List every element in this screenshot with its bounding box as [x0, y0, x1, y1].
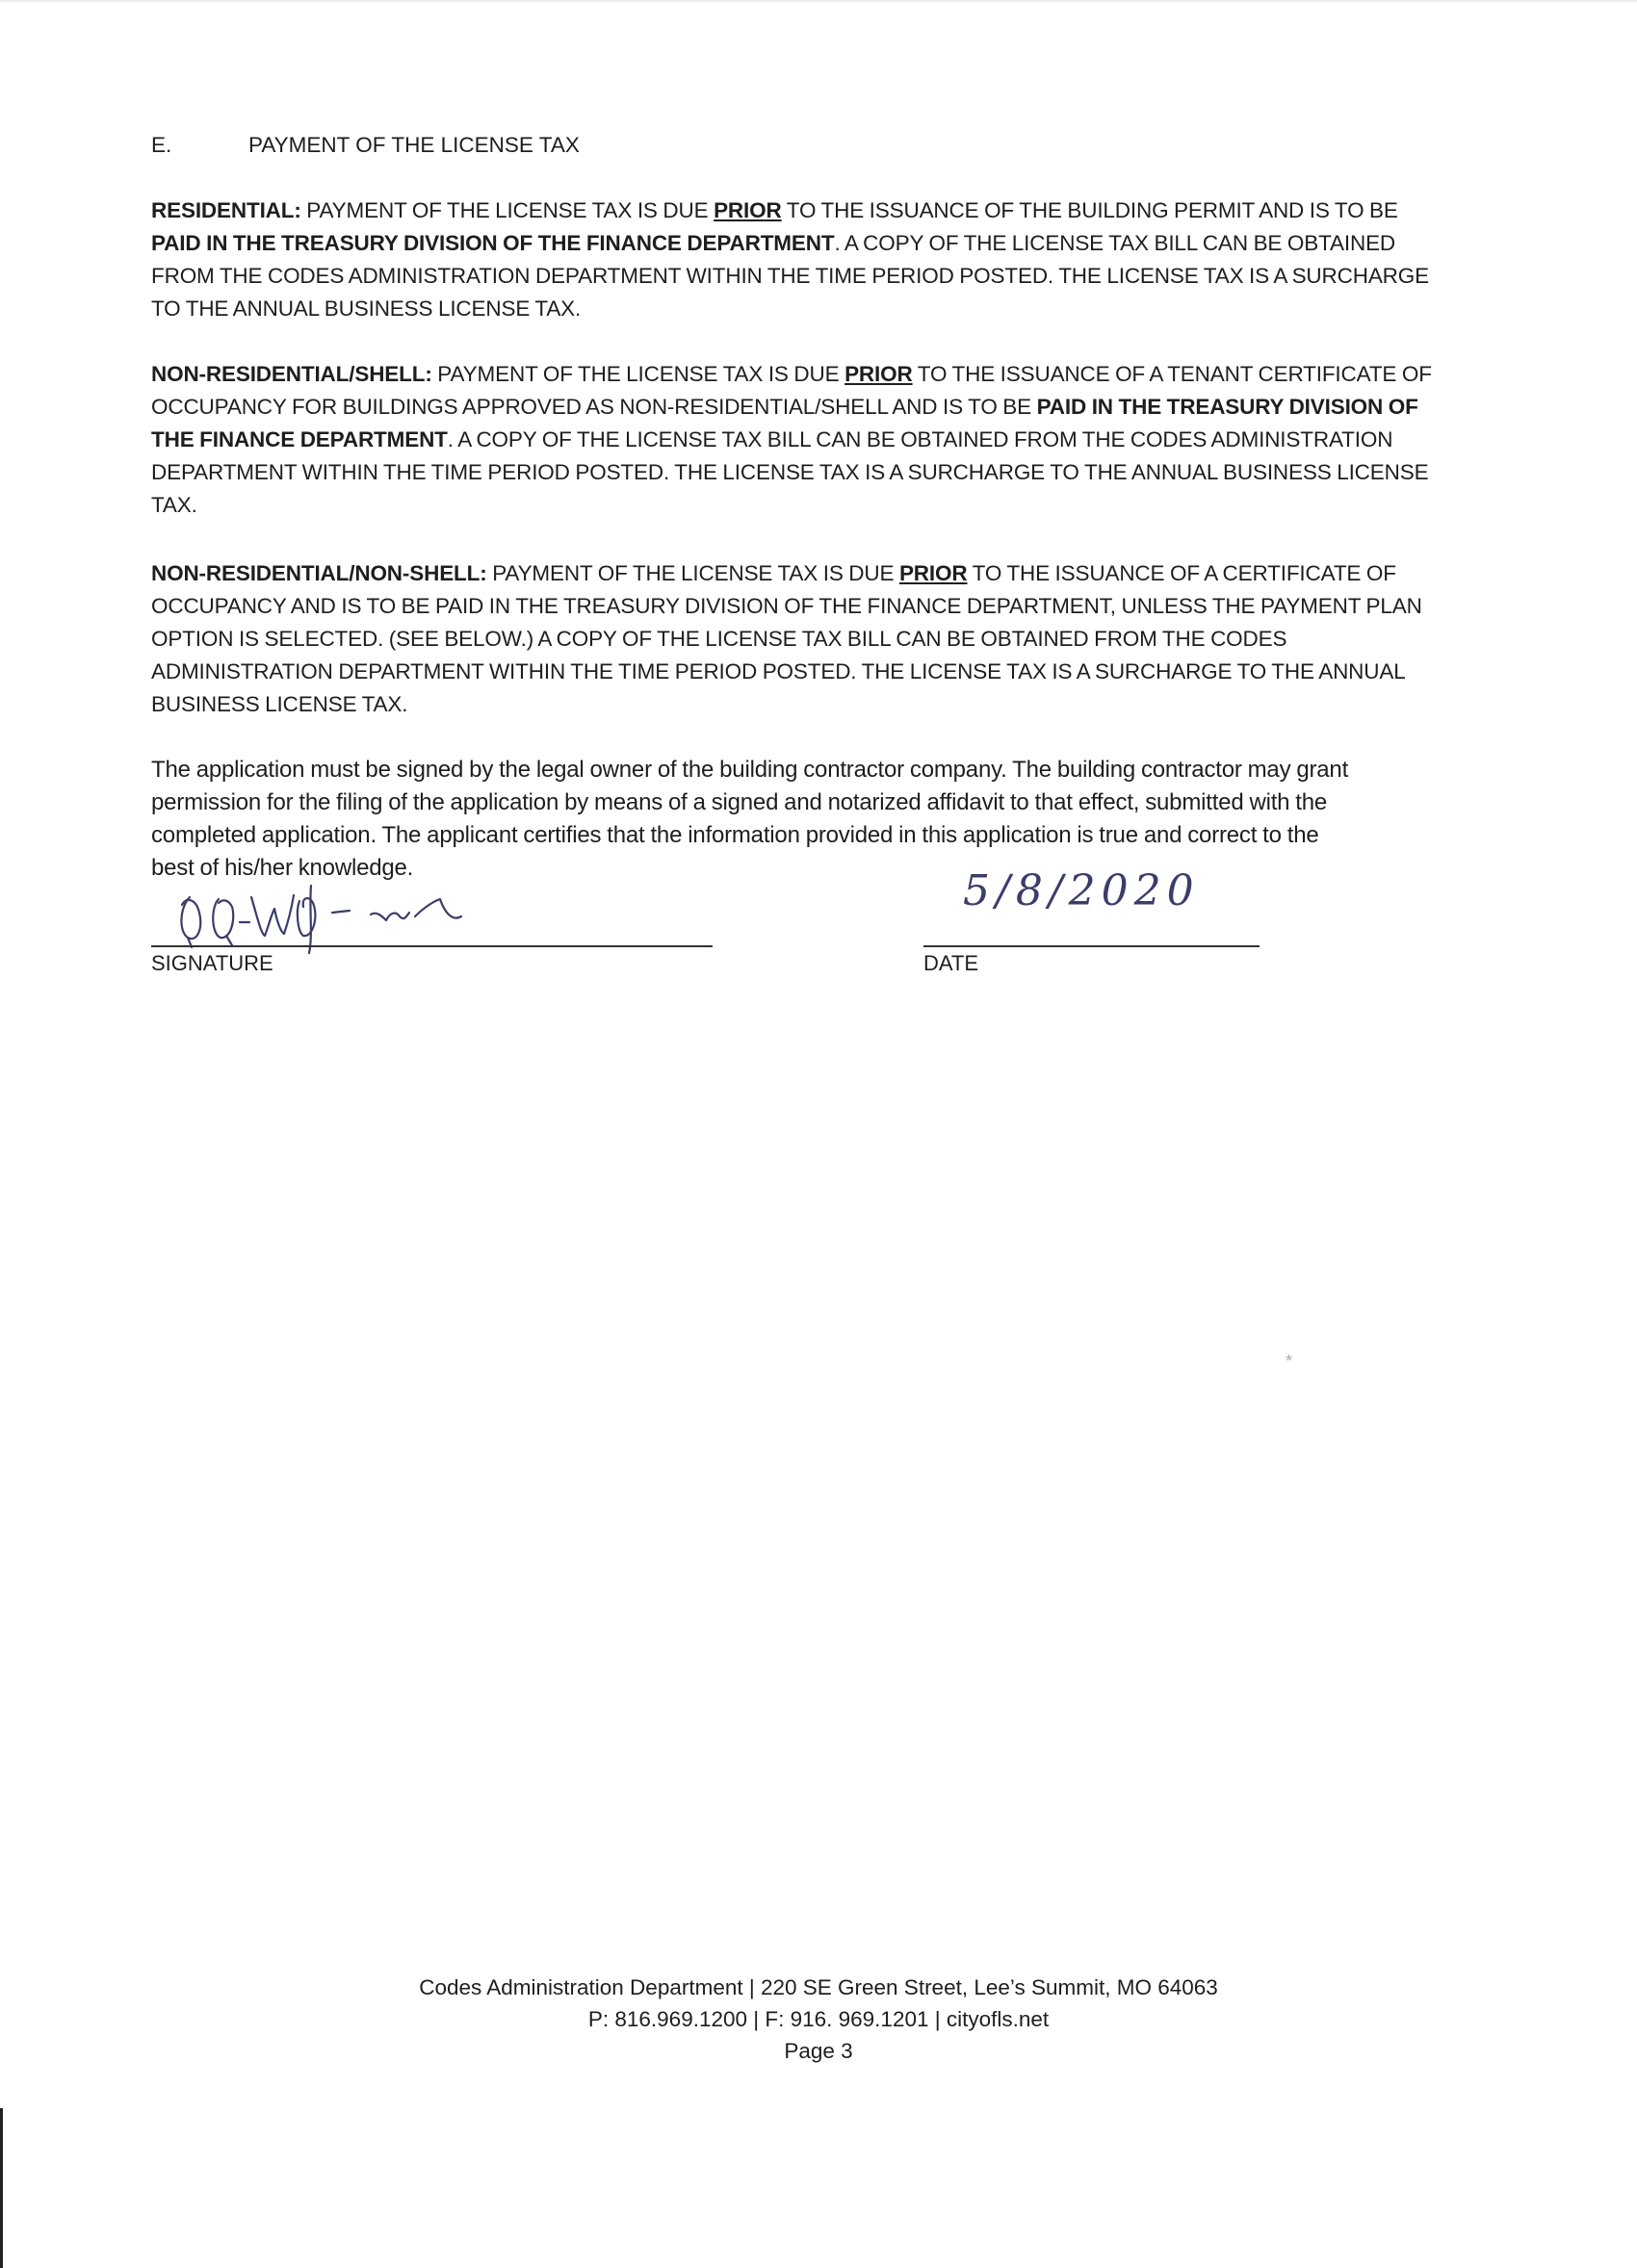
prior-emphasis: PRIOR — [844, 362, 913, 386]
prior-emphasis: PRIOR — [714, 198, 782, 222]
section-heading — [151, 129, 580, 162]
signature-label: SIGNATURE — [151, 951, 273, 975]
footer-page-number: Page 3 — [784, 2039, 853, 2063]
paragraph-line: best of his/her knowledge. — [151, 855, 414, 881]
text-run: PAYMENT OF THE LICENSE TAX IS DUE — [486, 561, 899, 585]
paragraph-line — [151, 194, 1499, 227]
scan-left-edge-mark — [0, 2108, 3, 2268]
paragraph-line: FROM THE CODES ADMINISTRATION DEPARTMENT WITHIN THE TIME PERIOD POSTED. THE LICENSE TAX IS A SURCHARGE — [151, 264, 1429, 288]
paragraph-line — [151, 424, 1499, 456]
text-run: TO THE ISSUANCE OF A CERTIFICATE OF — [967, 561, 1396, 585]
non-residential-shell-heading: NON-RESIDENTIAL/SHELL: — [151, 362, 432, 386]
non-residential-non-shell-paragraph — [151, 557, 1499, 721]
bold-run: PAID IN THE TREASURY DIVISION OF — [1036, 395, 1418, 419]
paragraph-line: TAX. — [151, 493, 197, 517]
paragraph-line — [151, 358, 1499, 391]
paragraph-line — [151, 391, 1499, 424]
scan-top-edge — [0, 0, 1637, 2]
signature-line — [151, 945, 713, 947]
non-residential-shell-paragraph — [151, 358, 1499, 522]
non-residential-non-shell-heading: NON-RESIDENTIAL/NON-SHELL: — [151, 561, 487, 585]
section-letter: E. — [151, 133, 172, 157]
residential-paragraph — [151, 194, 1499, 325]
prior-emphasis: PRIOR — [898, 561, 968, 585]
footer-contact: P: 816.969.1200 | F: 916. 969.1201 | cityofls.net — [587, 2007, 1050, 2031]
date-label: DATE — [923, 951, 979, 975]
bold-run: PAID IN THE TREASURY DIVISION OF THE FINANCE DEPARTMENT — [151, 231, 835, 255]
paragraph-line — [151, 227, 1499, 260]
paragraph-line: DEPARTMENT WITHIN THE TIME PERIOD POSTED. THE LICENSE TAX IS A SURCHARGE TO THE ANNUAL BUSINESS LICENSE — [151, 460, 1429, 484]
text-run: TO THE ISSUANCE OF A TENANT CERTIFICATE OF — [912, 362, 1432, 386]
handwritten-date — [963, 866, 1200, 915]
date-line — [923, 945, 1260, 947]
text-run: . A COPY OF THE LICENSE TAX BILL CAN BE OBTAINED — [834, 231, 1396, 255]
handwritten-signature — [169, 878, 592, 955]
text-run: TO THE ISSUANCE OF THE BUILDING PERMIT AND IS TO BE — [781, 198, 1398, 222]
paragraph-line: permission for the filing of the application by means of a signed and notarized affidavit to that effect, submitted with the — [151, 789, 1328, 815]
paragraph-line: BUSINESS LICENSE TAX. — [151, 692, 408, 716]
paragraph-line — [151, 557, 1499, 590]
text-run: PAYMENT OF THE LICENSE TAX IS DUE — [300, 198, 715, 222]
bold-run: THE FINANCE DEPARTMENT — [151, 427, 448, 451]
text-run: OCCUPANCY FOR BUILDINGS APPROVED AS NON-RESIDENTIAL/SHELL AND IS TO BE — [151, 395, 1037, 419]
paragraph-line: OCCUPANCY AND IS TO BE PAID IN THE TREASURY DIVISION OF THE FINANCE DEPARTMENT, UNLESS THE PAYMENT PLAN — [151, 594, 1422, 618]
text-run: . A COPY OF THE LICENSE TAX BILL CAN BE OBTAINED FROM THE CODES ADMINISTRATION — [447, 427, 1393, 451]
residential-heading: RESIDENTIAL: — [151, 198, 301, 222]
certification-paragraph — [151, 754, 1499, 885]
paragraph-line: TO THE ANNUAL BUSINESS LICENSE TAX. — [151, 296, 582, 321]
paragraph-line: completed application. The applicant certifies that the information provided in this application is true and correct to the — [151, 822, 1319, 848]
text-run: PAYMENT OF THE LICENSE TAX IS DUE — [431, 362, 845, 386]
footer-address: Codes Administration Department | 220 SE Green Street, Lee’s Summit, MO 64063 — [419, 1975, 1218, 1999]
paragraph-line: ADMINISTRATION DEPARTMENT WITHIN THE TIME PERIOD POSTED. THE LICENSE TAX IS A SURCHARGE TO THE ANNUAL — [151, 659, 1406, 683]
paragraph-line: The application must be signed by the legal owner of the building contractor company. The building contractor may grant — [151, 757, 1349, 783]
scan-speck: * — [1286, 1352, 1293, 1371]
paragraph-line: OPTION IS SELECTED. (SEE BELOW.) A COPY OF THE LICENSE TAX BILL CAN BE OBTAINED FROM THE CODES — [151, 627, 1287, 651]
signed-date-value: 5/8/2020 — [963, 866, 1200, 915]
section-title: PAYMENT OF THE LICENSE TAX — [248, 133, 580, 157]
